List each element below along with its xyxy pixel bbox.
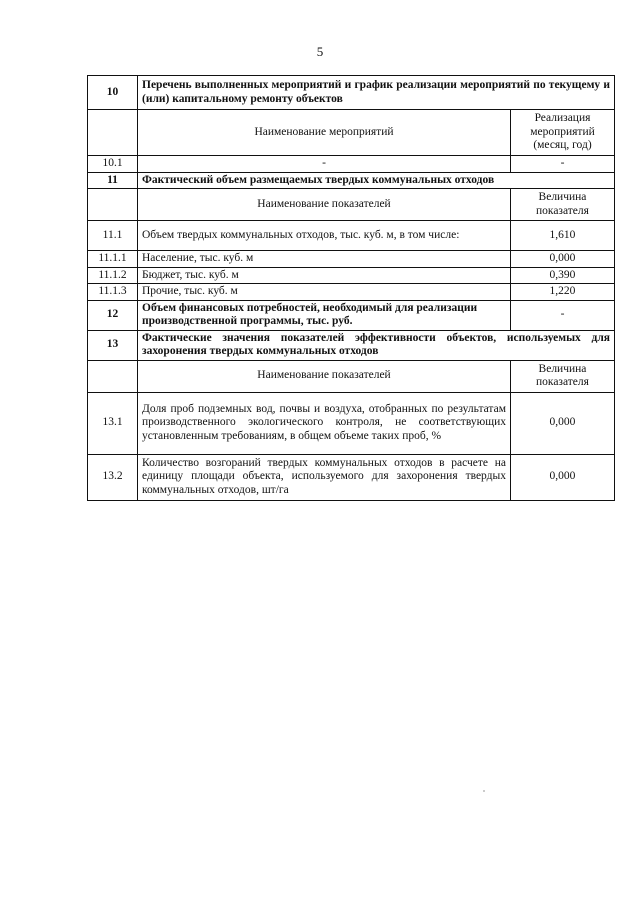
row-value: 0,000 xyxy=(510,251,614,268)
section-title: Фактические значения показателей эффективности объектов, используемых для захоронения твердых коммунальных отходов xyxy=(138,330,615,360)
table-header-row xyxy=(88,110,615,156)
section-number: 12 xyxy=(88,300,138,330)
table-row xyxy=(88,156,615,173)
section-title: Фактический объем размещаемых твердых коммунальных отходов xyxy=(138,172,615,189)
empty-cell xyxy=(88,360,138,392)
row-name: Объем твердых коммунальных отходов, тыс. куб. м, в том числе: xyxy=(138,221,511,251)
page-number: 5 xyxy=(316,44,324,59)
table-row xyxy=(88,284,615,301)
row-name: Прочие, тыс. куб. м xyxy=(138,284,511,301)
row-number: 13.1 xyxy=(88,392,138,454)
row-value: 0,000 xyxy=(510,392,614,454)
row-number: 11.1 xyxy=(88,221,138,251)
section-number: 10 xyxy=(88,76,138,110)
row-name: Доля проб подземных вод, почвы и воздуха, отобранных по результатам производственного экологического контроля, не соответствующих установленным требованиям, в общем объеме таких проб, % xyxy=(138,392,511,454)
section-11-title-row xyxy=(88,172,615,189)
empty-cell xyxy=(88,189,138,221)
section-number: 11 xyxy=(88,172,138,189)
row-value: 1,220 xyxy=(510,284,614,301)
row-name: Бюджет, тыс. куб. м xyxy=(138,267,511,284)
row-number: 11.1.1 xyxy=(88,251,138,268)
table-row xyxy=(88,454,615,500)
indicators-table xyxy=(87,75,615,501)
row-name: - xyxy=(138,156,511,173)
header-name-cell: Наименование мероприятий xyxy=(138,110,511,156)
section-title: Объем финансовых потребностей, необходимый для реализации производственной программы, тыс. руб. xyxy=(138,300,511,330)
header-name-cell: Наименование показателей xyxy=(138,189,511,221)
header-value-cell: Величина показателя xyxy=(510,360,614,392)
table-row xyxy=(88,267,615,284)
table-row xyxy=(88,251,615,268)
table-row xyxy=(88,392,615,454)
header-name-cell: Наименование показателей xyxy=(138,360,511,392)
section-12-row xyxy=(88,300,615,330)
row-number: 10.1 xyxy=(88,156,138,173)
row-value: - xyxy=(510,156,614,173)
table-header-row xyxy=(88,360,615,392)
row-name: Население, тыс. куб. м xyxy=(138,251,511,268)
section-title: Перечень выполненных мероприятий и график реализации мероприятий по текущему и (или) капитальному ремонту объектов xyxy=(138,76,615,110)
row-value: 1,610 xyxy=(510,221,614,251)
row-value: 0,390 xyxy=(510,267,614,284)
row-number: 11.1.2 xyxy=(88,267,138,284)
scan-speck xyxy=(483,790,485,792)
row-number: 11.1.3 xyxy=(88,284,138,301)
empty-cell xyxy=(88,110,138,156)
row-name: Количество возгораний твердых коммунальных отходов в расчете на единицу площади объекта, используемого для захоронения твердых коммунальных отходов, шт/га xyxy=(138,454,511,500)
section-10-title-row xyxy=(88,76,615,110)
table-header-row xyxy=(88,189,615,221)
table-row xyxy=(88,221,615,251)
section-13-title-row xyxy=(88,330,615,360)
row-number: 13.2 xyxy=(88,454,138,500)
header-value-cell: Величина показателя xyxy=(510,189,614,221)
row-value: 0,000 xyxy=(510,454,614,500)
section-number: 13 xyxy=(88,330,138,360)
header-value-cell: Реализация мероприятий (месяц, год) xyxy=(510,110,614,156)
row-value: - xyxy=(510,300,614,330)
